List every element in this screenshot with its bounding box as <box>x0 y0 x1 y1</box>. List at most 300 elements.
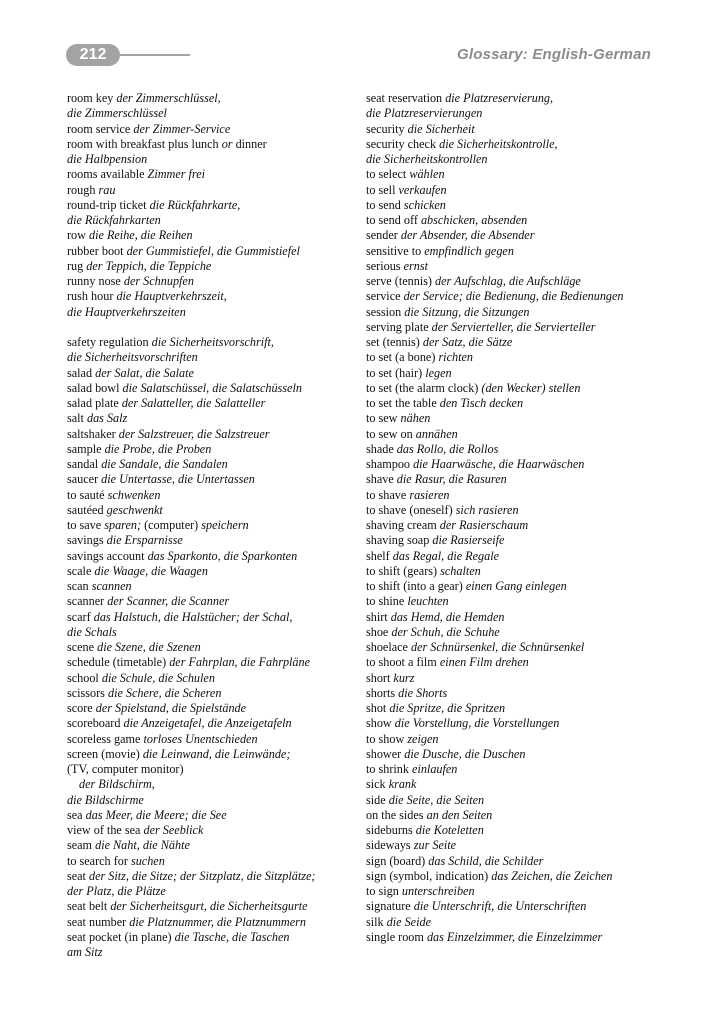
english-term: rubber boot <box>67 243 127 258</box>
german-term: der Salzstreuer, die Salzstreuer <box>118 426 270 441</box>
german-term: einen Film drehen <box>439 655 529 670</box>
german-term: die Platzreservierungen <box>366 106 483 121</box>
english-term: scissors <box>67 685 108 700</box>
english-term: screen (movie) <box>67 746 143 761</box>
german-term: die Tasche, die Taschen <box>174 929 290 944</box>
german-term: an den Seiten <box>426 807 493 822</box>
english-term: to search for <box>67 853 131 868</box>
german-term: zur Seite <box>413 838 457 853</box>
glossary-entry <box>366 716 656 731</box>
german-term: das Halstuch, die Halstücher; der Schal, <box>93 609 293 624</box>
english-term: to send <box>366 197 404 212</box>
glossary-entry <box>366 915 656 930</box>
glossary-entry <box>67 930 357 961</box>
english-term: to shine <box>366 594 408 609</box>
english-term: seat pocket (in plane) <box>67 929 175 944</box>
english-term: to sign <box>366 884 402 898</box>
german-term: der Zimmer-Service <box>133 121 231 136</box>
english-term: to shrink <box>366 762 413 776</box>
german-term: der Sitz, die Sitze; der Sitzplatz, die Sitzplätze; <box>89 868 316 883</box>
german-term: die Zimmerschlüssel <box>67 106 167 121</box>
german-term: das Zeichen, die Zeichen <box>491 868 613 883</box>
glossary-entry <box>366 335 656 350</box>
german-term: die Koteletten <box>415 823 484 837</box>
english-term: seam <box>67 838 96 853</box>
english-term: to send off <box>366 213 421 227</box>
glossary-entry <box>67 503 357 518</box>
german-term: die Sicherheitskontrolle, <box>439 136 558 151</box>
german-term: der Service; die Bedienung, die Bedienungen <box>403 289 624 304</box>
german-term: der Gummistiefel, die Gummistiefel <box>126 243 300 258</box>
english-term: short <box>366 670 394 685</box>
german-term: die Waage, die Waagen <box>94 563 208 578</box>
english-term: to shave (oneself) <box>366 502 456 517</box>
german-term: der Zimmerschlüssel, <box>116 91 221 105</box>
glossary-entry <box>366 747 656 762</box>
german-term: der Schuh, die Schuhe <box>391 624 500 639</box>
english-term: safety regulation <box>67 335 152 349</box>
english-term: scene <box>67 640 98 654</box>
glossary-entry <box>67 183 357 198</box>
glossary-entry <box>67 167 357 182</box>
german-term: die Halbpension <box>67 152 148 166</box>
german-term: der Schnupfen <box>123 274 194 288</box>
english-term: scoreboard <box>67 716 124 731</box>
german-term: die Rückfahrkarten <box>67 213 161 227</box>
german-term: or <box>221 136 233 151</box>
german-term: sich rasieren <box>455 502 519 517</box>
english-term: salt <box>67 411 87 426</box>
german-term: die Schere, die Scheren <box>107 685 222 700</box>
german-term: speichern <box>201 518 249 532</box>
english-term: shelf <box>366 548 393 563</box>
glossary-entry <box>67 732 357 747</box>
german-term: die Naht, die Nähte <box>95 838 190 853</box>
english-term: to show <box>366 731 408 746</box>
glossary-entry <box>67 838 357 853</box>
glossary-entry <box>67 671 357 686</box>
english-term: to select <box>366 167 410 182</box>
glossary-entry <box>366 167 656 182</box>
english-term: to sell <box>366 182 399 197</box>
glossary-column-right <box>366 91 656 945</box>
english-term: side <box>366 792 389 807</box>
glossary-entry <box>366 610 656 625</box>
glossary-entry <box>67 442 357 457</box>
english-term: rough <box>67 182 99 197</box>
german-term: die Leinwand, die Leinwände; <box>142 746 291 761</box>
english-term: to sew on <box>366 426 416 441</box>
glossary-entry <box>366 823 656 838</box>
german-term: richten <box>438 350 473 365</box>
glossary-entry <box>67 716 357 731</box>
glossary-entry <box>67 396 357 411</box>
german-term: die Seite, die Seiten <box>388 792 485 807</box>
glossary-entry <box>366 457 656 472</box>
glossary-entry <box>366 533 656 548</box>
english-term: shave <box>366 472 397 487</box>
german-term: die Sicherheit <box>407 121 475 136</box>
glossary-entry <box>366 518 656 533</box>
german-term: die Hauptverkehrszeit, <box>116 289 227 304</box>
german-term: die Untertasse, die Untertassen <box>101 472 255 487</box>
german-term: die Rasierseife <box>432 533 505 548</box>
german-term: die Reihe, die Reihen <box>89 228 193 243</box>
glossary-entry <box>67 869 357 900</box>
english-term: round-trip ticket <box>67 197 150 212</box>
english-term: shoelace <box>366 640 412 654</box>
glossary-entry <box>366 366 656 381</box>
glossary-entry <box>366 732 656 747</box>
glossary-entry <box>366 625 656 640</box>
german-term: die Rückfahrkarte, <box>149 197 241 212</box>
german-term: die Schals <box>67 624 117 639</box>
german-term: die Salatschüssel, die Salatschüsseln <box>122 380 302 395</box>
english-term: runny nose <box>67 274 124 288</box>
glossary-entry <box>366 259 656 274</box>
glossary-entry <box>67 244 357 259</box>
english-term: shaving soap <box>366 533 433 548</box>
german-term: ernst <box>403 258 428 273</box>
english-term: shirt <box>366 609 391 624</box>
english-term: shampoo <box>366 457 414 471</box>
german-term: die Schule, die Schulen <box>101 670 215 685</box>
german-term: der Fahrplan, die Fahrpläne <box>169 655 311 670</box>
english-term: rooms available <box>67 167 148 182</box>
german-term: krank <box>388 777 417 792</box>
glossary-entry <box>67 579 357 594</box>
german-term: die Sicherheitsvorschrift, <box>151 335 274 349</box>
glossary-entry <box>366 869 656 884</box>
english-term: rush hour <box>67 289 117 304</box>
english-term: scoreless game <box>67 731 144 746</box>
german-term: einlaufen <box>412 762 458 776</box>
glossary-entry <box>67 411 357 426</box>
glossary-entry <box>366 701 656 716</box>
glossary-entry <box>67 366 357 381</box>
english-term: to sauté <box>67 487 108 502</box>
german-term: die Sitzung, die Sitzungen <box>404 304 530 319</box>
english-term: session <box>366 304 405 319</box>
glossary-entry <box>366 91 656 122</box>
german-term: legen <box>425 365 452 380</box>
english-term: sensitive to <box>366 243 425 258</box>
glossary-entry <box>67 899 357 914</box>
german-term: leuchten <box>407 594 449 609</box>
glossary-entry <box>366 488 656 503</box>
glossary-entry <box>67 259 357 274</box>
german-term: der Servierteller, die Servierteller <box>431 319 596 334</box>
german-term: rasieren <box>409 487 450 502</box>
glossary-entry <box>67 381 357 396</box>
glossary-entry <box>366 442 656 457</box>
german-term: verkaufen <box>398 182 447 197</box>
glossary-entry <box>366 472 656 487</box>
glossary-entry <box>67 686 357 701</box>
glossary-entry <box>67 274 357 289</box>
german-term: unterschreiben <box>401 884 475 898</box>
german-term: zeigen <box>407 731 439 746</box>
german-term: der Seeblick <box>143 823 204 837</box>
english-term: rug <box>67 258 87 273</box>
glossary-entry <box>366 899 656 914</box>
english-term: to shift (gears) <box>366 563 441 578</box>
glossary-entry <box>67 533 357 548</box>
english-term: sideburns <box>366 823 416 837</box>
header-rule <box>118 54 190 56</box>
glossary-entry <box>366 320 656 335</box>
german-term: der Scanner, die Scanner <box>107 594 230 609</box>
english-term: (computer) <box>141 518 202 532</box>
english-term: serious <box>366 258 404 273</box>
german-term: das Rollo, die Rollos <box>396 441 499 456</box>
english-term: saucer <box>67 472 102 487</box>
german-term: sparen; <box>104 518 142 532</box>
glossary-entry <box>67 137 357 168</box>
glossary-entry <box>67 915 357 930</box>
german-term: das Salz <box>86 411 128 426</box>
german-term: das Hemd, die Hemden <box>390 609 505 624</box>
glossary-entry <box>67 198 357 229</box>
german-term: Zimmer frei <box>147 167 205 182</box>
german-term: der Rasierschaum <box>439 518 529 532</box>
german-term: schwenken <box>107 487 161 502</box>
english-term: signature <box>366 899 414 914</box>
german-term: wählen <box>409 167 445 182</box>
german-term: das Einzelzimmer, die Einzelzimmer <box>426 929 603 944</box>
english-term: to set (hair) <box>366 365 426 380</box>
english-term: saltshaker <box>67 426 119 441</box>
english-term: shoe <box>366 624 392 639</box>
german-term: torloses Unentschieden <box>143 731 258 746</box>
glossary-entry <box>366 686 656 701</box>
english-term: (TV, computer monitor) <box>67 762 184 776</box>
english-term: shower <box>366 746 405 761</box>
english-term: savings account <box>67 548 148 563</box>
english-term: on the sides <box>366 807 427 822</box>
german-term: die Szene, die Szenen <box>97 640 201 654</box>
english-term: salad <box>67 365 96 380</box>
glossary-entry <box>67 655 357 670</box>
english-term: to set the table <box>366 396 440 410</box>
glossary-entry <box>366 838 656 853</box>
english-term: show <box>366 716 395 731</box>
glossary-entry <box>67 457 357 472</box>
german-term: den Tisch decken <box>439 396 524 410</box>
english-term: sign (symbol, indication) <box>366 868 492 883</box>
english-term: sender <box>366 228 401 243</box>
glossary-entry <box>366 549 656 564</box>
german-term: die Spritze, die Spritzen <box>389 701 506 715</box>
english-term: scanner <box>67 594 108 609</box>
german-term: der Teppich, die Teppiche <box>86 258 212 273</box>
german-term: der Salatteller, die Salatteller <box>121 396 266 410</box>
german-term: der Schnürsenkel, die Schnürsenkel <box>411 640 585 654</box>
english-term: view of the sea <box>67 823 144 837</box>
glossary-entry <box>366 671 656 686</box>
page-title: Glossary: English-German <box>456 46 651 63</box>
english-term: sick <box>366 777 389 792</box>
english-term: to save <box>67 518 105 532</box>
german-term: der Aufschlag, die Aufschläge <box>435 274 581 288</box>
english-term: score <box>67 701 96 715</box>
english-term: to set (the alarm clock) <box>366 380 482 395</box>
english-term: silk <box>366 914 387 929</box>
glossary-entry <box>366 503 656 518</box>
glossary-entry <box>366 884 656 899</box>
english-term: to set (a bone) <box>366 350 439 365</box>
english-term: seat <box>67 868 89 883</box>
english-term: to shave <box>366 487 410 502</box>
english-term: security check <box>366 136 440 151</box>
glossary-entry <box>67 701 357 716</box>
english-term: dinner <box>232 136 267 151</box>
english-term: sautéed <box>67 502 107 517</box>
glossary-entry <box>366 808 656 823</box>
english-term: sign (board) <box>366 853 429 868</box>
german-term: die Sandale, die Sandalen <box>101 457 228 471</box>
german-term: die Sicherheitskontrollen <box>366 152 488 166</box>
glossary-entry <box>366 350 656 365</box>
english-term: scale <box>67 563 95 578</box>
glossary-entry <box>366 762 656 777</box>
english-term: shaving cream <box>366 518 440 532</box>
german-term: das Schild, die Schilder <box>428 853 544 868</box>
glossary-entry <box>366 854 656 869</box>
english-term: sideways <box>366 838 414 853</box>
glossary-entry <box>366 564 656 579</box>
english-term: scarf <box>67 609 94 624</box>
english-term: single room <box>366 929 427 944</box>
english-term: to shoot a film <box>366 655 440 670</box>
german-term: die Platznummer, die Platznummern <box>129 914 306 929</box>
page-header <box>0 0 717 80</box>
german-term: die Haarwäsche, die Haarwäschen <box>413 457 585 471</box>
german-term: der Spielstand, die Spielstände <box>95 701 247 715</box>
english-term: seat belt <box>67 899 111 914</box>
german-term: die Ersparnisse <box>106 533 183 548</box>
glossary-entry <box>366 305 656 320</box>
glossary-entry <box>67 594 357 609</box>
german-term: annähen <box>415 426 458 441</box>
glossary-entry <box>366 137 656 168</box>
english-term: shade <box>366 441 397 456</box>
english-term: salad plate <box>67 396 122 410</box>
glossary-entry <box>366 289 656 304</box>
german-term: empfindlich gegen <box>424 243 514 258</box>
german-term: das Sparkonto, die Sparkonten <box>147 548 298 563</box>
glossary-entry <box>366 183 656 198</box>
glossary-entry <box>67 747 357 808</box>
glossary-entry <box>366 579 656 594</box>
glossary-entry <box>67 335 357 366</box>
english-term: to shift (into a gear) <box>366 579 466 593</box>
german-term: am Sitz <box>67 945 103 959</box>
german-term: geschwenkt <box>106 502 163 517</box>
glossary-entry <box>67 640 357 655</box>
english-term: set (tennis) <box>366 335 423 349</box>
glossary-entry <box>67 91 357 122</box>
glossary-entry <box>67 228 357 243</box>
german-term: das Regal, die Regale <box>392 548 500 563</box>
english-term: room service <box>67 121 134 136</box>
glossary-entry <box>366 213 656 228</box>
english-term: scan <box>67 579 92 593</box>
german-term: die Sicherheitsvorschriften <box>67 350 198 365</box>
german-term: die Probe, die Proben <box>104 441 212 456</box>
german-term: suchen <box>130 853 165 868</box>
german-term: die Rasur, die Rasuren <box>396 472 507 487</box>
german-term: die Seide <box>386 914 431 929</box>
german-term: die Unterschrift, die Unterschriften <box>413 899 587 914</box>
glossary-entry <box>67 549 357 564</box>
english-term: sea <box>67 807 86 822</box>
german-term: nähen <box>400 411 431 426</box>
glossary-entry <box>366 244 656 259</box>
german-term: rau <box>98 182 116 197</box>
english-term: to sew <box>366 411 401 426</box>
german-term: der Platz, die Plätze <box>67 884 166 898</box>
german-term: die Hauptverkehrszeiten <box>67 304 186 319</box>
german-term: die Shorts <box>398 685 448 700</box>
german-term: der Salat, die Salate <box>95 365 194 380</box>
glossary-entry <box>67 289 357 320</box>
english-term: row <box>67 228 90 243</box>
glossary-entry <box>366 122 656 137</box>
glossary-entry <box>366 640 656 655</box>
english-term: room with breakfast plus lunch <box>67 136 222 151</box>
english-term: shot <box>366 701 390 715</box>
glossary-entry <box>366 411 656 426</box>
german-term: schalten <box>440 563 481 578</box>
glossary-entry <box>67 564 357 579</box>
glossary-entry <box>366 793 656 808</box>
german-term: die Dusche, die Duschen <box>404 746 526 761</box>
english-term: shorts <box>366 685 399 700</box>
glossary-entry <box>366 396 656 411</box>
english-term: security <box>366 121 408 136</box>
german-term: scannen <box>91 579 132 593</box>
german-term: (den Wecker) stellen <box>481 380 581 395</box>
german-term: kurz <box>393 670 415 685</box>
english-term: seat number <box>67 914 130 929</box>
english-term: school <box>67 670 102 685</box>
glossary-entry <box>67 427 357 442</box>
german-term: die Anzeigetafel, die Anzeigetafeln <box>123 716 292 731</box>
german-term: die Platzreservierung, <box>445 91 554 105</box>
english-term: serving plate <box>366 319 432 334</box>
glossary-entry <box>67 808 357 823</box>
glossary-entry <box>366 381 656 396</box>
english-term: sample <box>67 441 105 456</box>
english-term: salad bowl <box>67 380 123 395</box>
glossary-entry <box>67 823 357 838</box>
glossary-entry <box>366 655 656 670</box>
glossary-entry <box>67 518 357 533</box>
german-term: einen Gang einlegen <box>465 579 567 593</box>
glossary-entry <box>67 488 357 503</box>
german-term: die Bildschirme <box>67 792 144 807</box>
german-term: der Sicherheitsgurt, die Sicherheitsgurte <box>110 899 308 914</box>
glossary-entry <box>366 198 656 213</box>
glossary-entry <box>366 274 656 289</box>
german-term: schicken <box>403 197 446 212</box>
glossary-entry <box>67 472 357 487</box>
english-term: savings <box>67 533 107 548</box>
glossary-entry <box>366 427 656 442</box>
german-term: der Absender, die Absender <box>400 228 535 243</box>
glossary-entry <box>366 930 656 945</box>
